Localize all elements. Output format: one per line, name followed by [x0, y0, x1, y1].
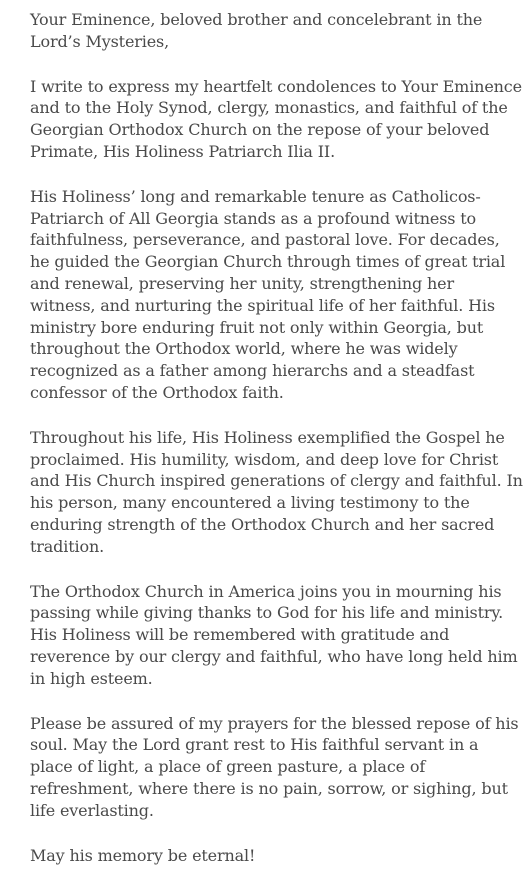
salutation: Your Eminence, beloved brother and concelebrant in the Lord’s Mysteries,	[30, 10, 483, 51]
paragraph-life: Throughout his life, His Holiness exemplified the Gospel he proclaimed. His humility, wisdom, and deep love for Christ and His Church inspired generations of clergy and faithful. In his person, many encountered a living testimony to the enduring strength of the Orthodox Church and her sacred tradition.	[30, 427, 523, 556]
paragraph-tenure: His Holiness’ long and remarkable tenure as Catholicos-Patriarch of All Georgia stands as a profound witness to faithfulness, perseverance, and pastoral love. For decades, he guided the Georgian Church through times of great trial and renewal, preserving her unity, strengthening her witness, and nurturing the spiritual life of her faithful. His ministry bore enduring fruit not only within Georgia, but throughout the Orthodox world, where he was widely recognized as a father among hierarchs and a steadfast confessor of the Orthodox faith.	[30, 186, 506, 402]
paragraph-mourning: The Orthodox Church in America joins you in mourning his passing while giving thanks to God for his life and ministry. His Holiness will be remembered with gratitude and reverence by our clergy and faithful, who have long held him in high esteem.	[30, 581, 518, 688]
closing-line: May his memory be eternal!	[30, 845, 256, 865]
paragraph-prayers: Please be assured of my prayers for the blessed repose of his soul. May the Lord grant rest to His faithful servant in a place of light, a place of green pasture, a place of refreshment, where there is no pain, sorrow, or sighing, but life everlasting.	[30, 713, 519, 820]
letter-body	[30, 9, 524, 889]
paragraph-condolences: I write to express my heartfelt condolences to Your Eminence and to the Holy Synod, clergy, monastics, and faithful of the Georgian Orthodox Church on the repose of your beloved Primate, His Holiness Patriarch Ilia II.	[30, 76, 522, 161]
